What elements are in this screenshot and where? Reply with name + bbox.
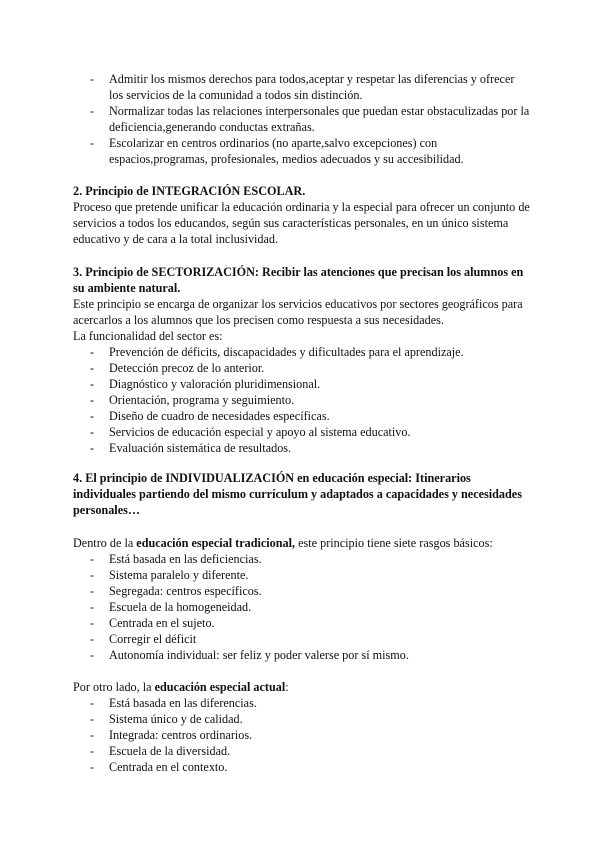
current-traits-list xyxy=(73,695,531,775)
traditional-traits-list xyxy=(73,551,531,663)
sector-function-list xyxy=(73,344,531,456)
traditional-intro xyxy=(73,535,531,551)
section-paragraph: Este principio se encarga de organizar los servicios educativos por sectores geográficos para acercarlos a los alumnos que los precisen como respuesta a sus necesidades. xyxy=(73,297,523,327)
intro-suffix: este principio tiene siete rasgos básicos: xyxy=(295,536,493,550)
current-education xyxy=(73,679,531,775)
list-item: - Orientación, programa y seguimiento. xyxy=(73,392,531,408)
list-item: - Autonomía individual: ser feliz y poder valerse por sí mismo. xyxy=(73,647,531,663)
list-item: - Centrada en el contexto. xyxy=(73,759,531,775)
list-intro: La funcionalidad del sector es: xyxy=(73,329,223,343)
list-item: - Integrada: centros ordinarios. xyxy=(73,727,531,743)
traditional-education xyxy=(73,535,531,663)
list-item: - Sistema paralelo y diferente. xyxy=(73,567,531,583)
intro-suffix: : xyxy=(285,680,289,694)
list-item: - Normalizar todas las relaciones interpersonales que puedan estar obstaculizadas por la deficiencia,generando conductas extrañas. xyxy=(73,103,531,135)
current-intro xyxy=(73,679,531,695)
intro-bold-term: educación especial tradicional, xyxy=(136,536,296,550)
list-item: - Corregir el déficit xyxy=(73,631,531,647)
intro-bold-term: educación especial actual xyxy=(154,680,286,694)
list-item: - Sistema único y de calidad. xyxy=(73,711,531,727)
section-integracion xyxy=(73,183,531,247)
section-individualizacion xyxy=(73,470,531,518)
section-heading: 3. Principio de SECTORIZACIÓN: Recibir las atenciones que precisan los alumnos en su ambiente natural. xyxy=(73,265,524,295)
list-item: - Diagnóstico y valoración pluridimensional. xyxy=(73,376,531,392)
section-sectorizacion xyxy=(73,264,531,456)
list-item: - Escuela de la diversidad. xyxy=(73,743,531,759)
list-item: - Está basada en las deficiencias. xyxy=(73,551,531,567)
list-item: - Segregada: centros específicos. xyxy=(73,583,531,599)
list-item: - Prevención de déficits, discapacidades y dificultades para el aprendizaje. xyxy=(73,344,531,360)
list-item: - Centrada en el sujeto. xyxy=(73,615,531,631)
section-heading: 4. El principio de INDIVIDUALIZACIÓN en educación especial: Itinerarios individuales partiendo del mismo currículum y adaptados a capacidades y necesidades personales… xyxy=(73,471,522,517)
list-item: - Servicios de educación especial y apoyo al sistema educativo. xyxy=(73,424,531,440)
list-item: - Escuela de la homogeneidad. xyxy=(73,599,531,615)
intro-list xyxy=(73,71,531,167)
list-item: - Detección precoz de lo anterior. xyxy=(73,360,531,376)
list-item: - Está basada en las diferencias. xyxy=(73,695,531,711)
intro-prefix: Dentro de la xyxy=(73,536,137,550)
list-item: - Diseño de cuadro de necesidades específicas. xyxy=(73,408,531,424)
section-paragraph: Proceso que pretende unificar la educación ordinaria y la especial para ofrecer un conjunto de servicios a todos los educandos, según sus características personales, en un único sistema educativo y de cara a la total inclusividad. xyxy=(73,200,530,246)
intro-section xyxy=(73,71,531,167)
list-item: - Admitir los mismos derechos para todos,aceptar y respetar las diferencias y ofrecer los servicios de la comunidad a todos sin distinción. xyxy=(73,71,531,103)
section-heading: 2. Principio de INTEGRACIÓN ESCOLAR. xyxy=(73,184,306,198)
list-item: - Escolarizar en centros ordinarios (no aparte,salvo excepciones) con espacios,programas, profesionales, medios adecuados y su accesibilidad. xyxy=(73,135,531,167)
list-item: - Evaluación sistemática de resultados. xyxy=(73,440,531,456)
intro-prefix: Por otro lado, la xyxy=(73,680,155,694)
